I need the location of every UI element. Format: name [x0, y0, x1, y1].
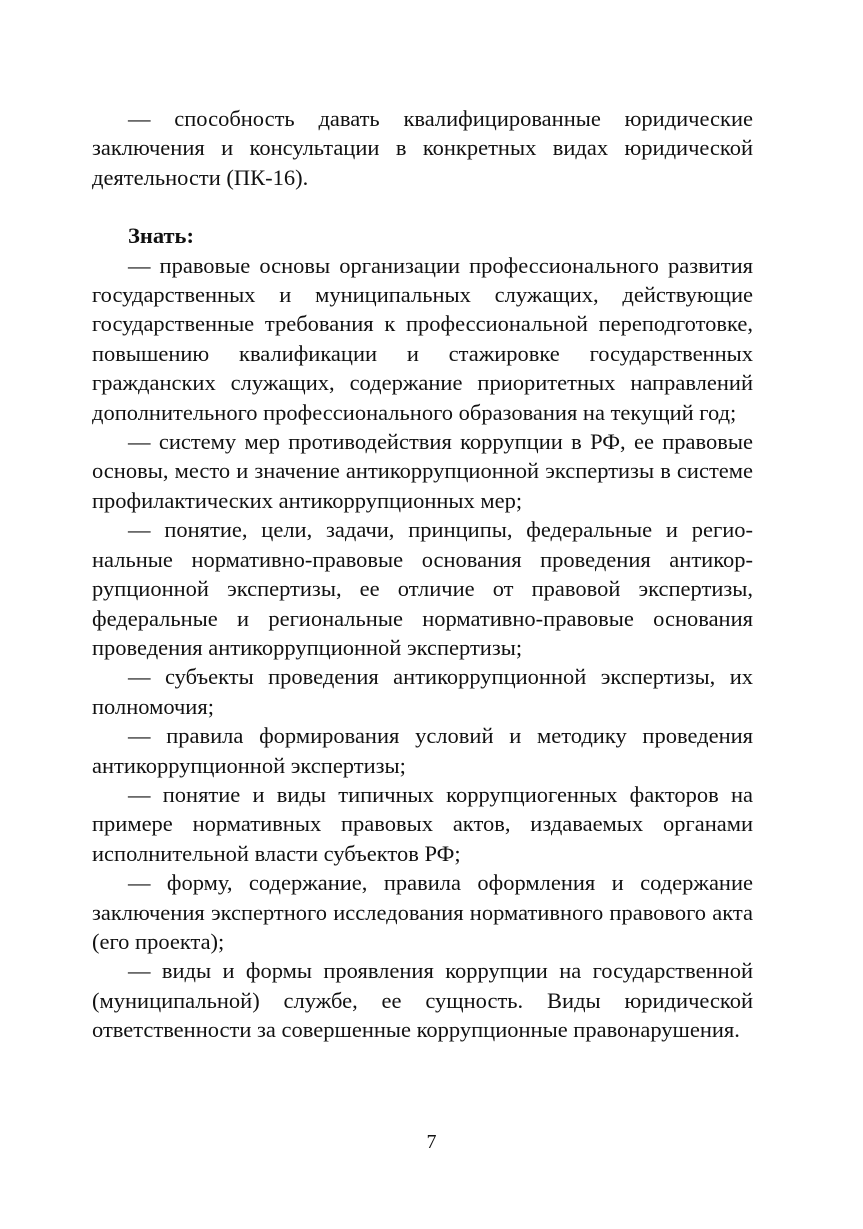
document-page	[92, 104, 753, 1045]
section-heading: Знать:	[128, 223, 194, 249]
list-item: — понятие и виды типичных коррупциогенных факторов на примере нормативных правовых актов, издаваемых органами исполнительной власти субъектов РФ;	[92, 781, 753, 866]
list-item: — форму, содержание, правила оформления и содержание заключения экспертного исследования нормативного правового акта (его проекта);	[92, 870, 753, 954]
list-item: — субъекты проведения антикоррупционной экспертизы, их полномочия;	[92, 664, 753, 719]
list-item: — понятие, цели, задачи, принципы, федеральные и региональные нормативно-правовые основания проведения антикоррупционной экспертизы, ее отличие от правовой экспертизы, федеральные и региональные нормативно-правовые основания проведения антикоррупционной экспертизы;	[92, 517, 753, 660]
list-item: — правила формирования условий и методику проведения антикоррупционной экспертизы;	[92, 723, 753, 778]
list-item: — виды и формы проявления коррупции на государственной (муниципальной) службе, ее сущность. Виды юридической ответственности за совершенные коррупционные правонарушения.	[92, 958, 753, 1043]
list-item: — систему мер противодействия коррупции в РФ, ее правовые основы, место и значение антикоррупционной экспертизы в системе профилактических антикоррупционных мер;	[92, 429, 753, 513]
page-number: 7	[426, 1131, 437, 1153]
intro-paragraph: — способность давать квалифицированные юридические заключения и консультации в конкретных видах юридической деятельности (ПК-16).	[92, 106, 753, 190]
list-item: — правовые основы организации профессионального развития государственных и муниципальных служащих, действующие государственные требования к профессиональной переподготовке, повышению квалификации и стажировке государственных гражданских служащих, содержание приоритетных направлений дополнительного профессионального образования на текущий год;	[92, 252, 753, 425]
